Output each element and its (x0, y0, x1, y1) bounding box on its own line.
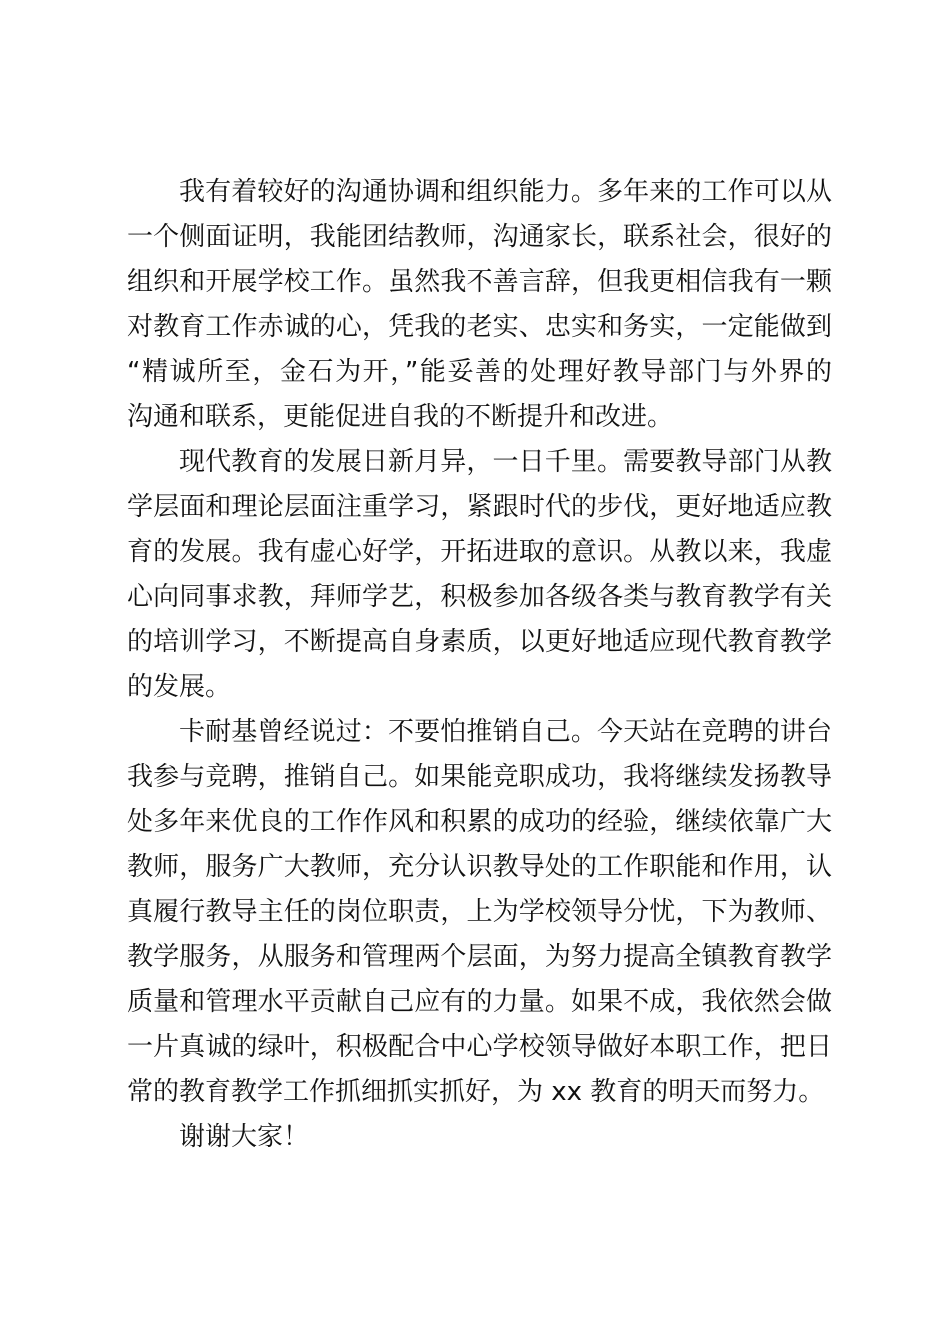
text-line: 处多年来优良的工作作风和积累的成功的经验，继续依靠广大 (127, 807, 832, 837)
paragraph-2 (127, 440, 832, 710)
text-line: 一个侧面证明，我能团结教师，沟通家长，联系社会，很好的 (127, 222, 832, 252)
text-line: 一片真诚的绿叶，积极配合中心学校领导做好本职工作，把日 (127, 1032, 832, 1062)
text-line: 我有着较好的沟通协调和组织能力。多年来的工作可以从 (179, 177, 832, 207)
text-line: 质量和管理水平贡献自己应有的力量。如果不成，我依然会做 (127, 987, 832, 1017)
text-line: 真履行教导主任的岗位职责，上为学校领导分忧，下为教师、 (127, 897, 832, 927)
text-line: 我参与竞聘，推销自己。如果能竞职成功，我将继续发扬教导 (127, 762, 832, 792)
text-line: 现代教育的发展日新月异，一日千里。需要教导部门从教 (179, 447, 832, 477)
text-line: 的发展。 (127, 672, 232, 702)
text-line: 卡耐基曾经说过：不要怕推销自己。今天站在竞聘的讲台 (179, 717, 832, 747)
text-line: 沟通和联系，更能促进自我的不断提升和改进。 (127, 402, 674, 432)
text-line: 教学服务，从服务和管理两个层面，为努力提高全镇教育教学 (127, 942, 832, 972)
text-line: 的培训学习，不断提高自身素质，以更好地适应现代教育教学 (127, 627, 832, 657)
text-line: 育的发展。我有虚心好学，开拓进取的意识。从教以来，我虚 (127, 537, 832, 567)
text-line: 心向同事求教，拜师学艺，积极参加各级各类与教育教学有关 (127, 582, 832, 612)
text-line: 对教育工作赤诚的心，凭我的老实、忠实和务实，一定能做到 (127, 312, 832, 342)
text-line: 常的教育教学工作抓细抓实抓好，为 xx 教育的明天而努力。 (127, 1077, 825, 1107)
text-line: “精诚所至，金石为开，”能妥善的处理好教导部门与外界的 (127, 357, 832, 387)
text-line: 教师，服务广大教师，充分认识教导处的工作职能和作用，认 (127, 852, 832, 882)
paragraph-3 (127, 710, 832, 1115)
paragraph-4 (127, 1115, 832, 1160)
closing-line: 谢谢大家！ (179, 1122, 310, 1152)
text-line: 组织和开展学校工作。虽然我不善言辞，但我更相信我有一颗 (127, 267, 832, 297)
document-body (127, 170, 832, 1160)
paragraph-1 (127, 170, 832, 440)
text-line: 学层面和理论层面注重学习，紧跟时代的步伐，更好地适应教 (127, 492, 832, 522)
